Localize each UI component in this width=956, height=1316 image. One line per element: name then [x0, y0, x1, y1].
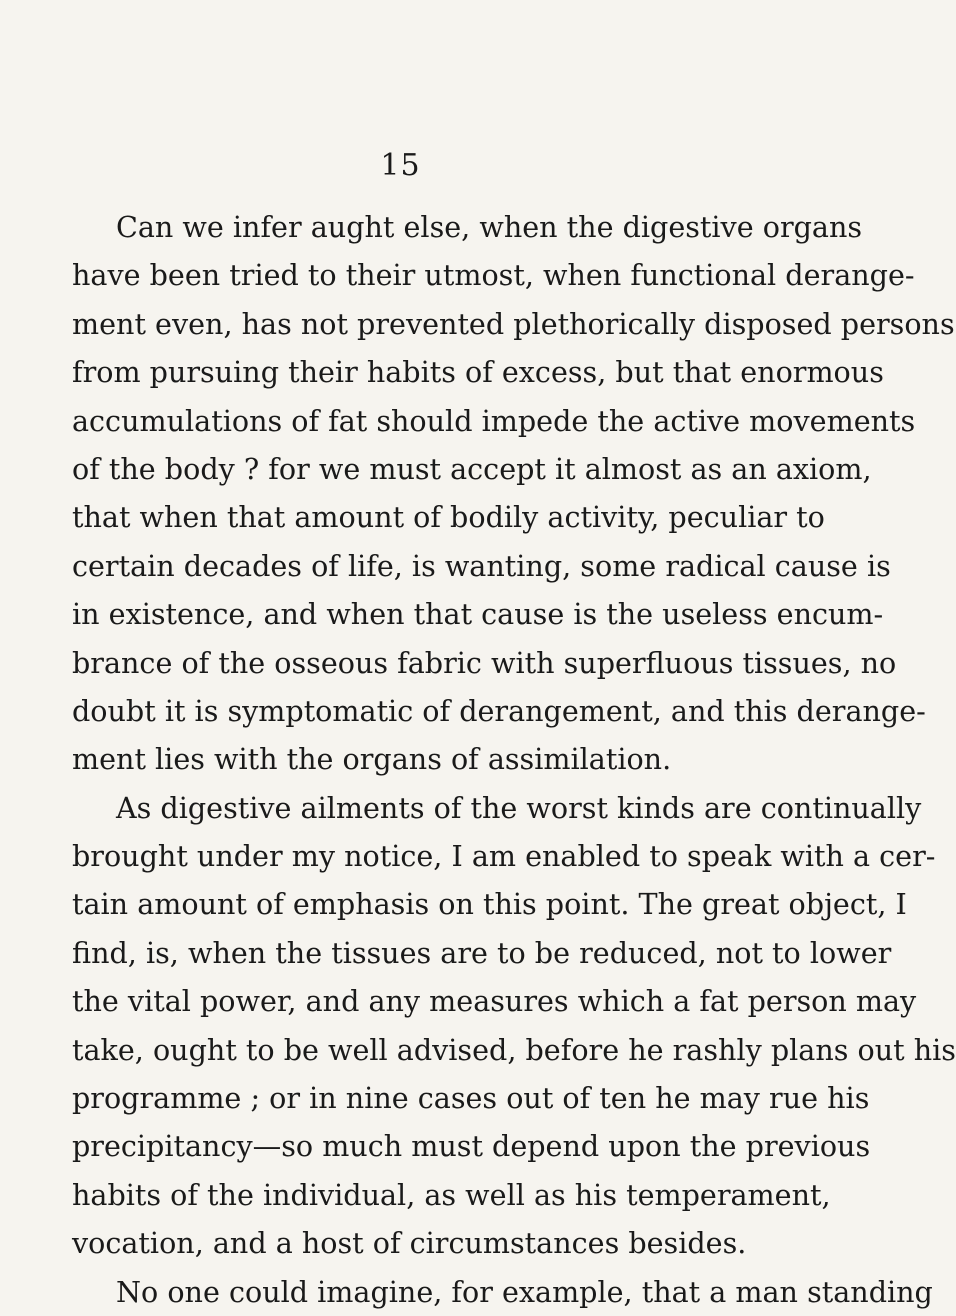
text-line: from pursuing their habits of excess, but that enormous: [72, 355, 884, 390]
text-line: doubt it is symptomatic of derangement, and this derange-: [72, 693, 926, 728]
text-line: tain amount of emphasis on this point. The great object, I: [72, 887, 907, 922]
text-line: No one could imagine, for example, that a man standing: [116, 1274, 933, 1309]
text-line: of the body ? for we must accept it almost as an axiom,: [72, 451, 872, 486]
text-line: have been tried to their utmost, when functional derange-: [72, 258, 915, 293]
text-line: find, is, when the tissues are to be reduced, not to lower: [72, 935, 892, 970]
text-line: the vital power, and any measures which a fat person may: [72, 984, 917, 1019]
text-line: ment lies with the organs of assimilation.: [72, 742, 672, 777]
text-line: habits of the individual, as well as his temperament,: [72, 1177, 831, 1212]
text-line: that when that amount of bodily activity, peculiar to: [72, 500, 825, 535]
text-line: vocation, and a host of circumstances besides.: [72, 1226, 747, 1261]
text-line: brance of the osseous fabric with superfluous tissues, no: [72, 645, 897, 680]
text-line: accumulations of fat should impede the active movements: [72, 403, 916, 438]
text-line: precipitancy—so much must depend upon the previous: [72, 1129, 871, 1164]
text-line: brought under my notice, I am enabled to speak with a cer-: [72, 839, 936, 874]
text-line: As digestive ailments of the worst kinds are continually: [116, 790, 922, 825]
text-line: programme ; or in nine cases out of ten he may rue his: [72, 1081, 870, 1116]
body-text: [72, 203, 956, 1316]
text-line: ment even, has not prevented plethorically disposed persons: [72, 306, 955, 341]
text-line: take, ought to be well advised, before he rashly plans out his: [72, 1032, 956, 1067]
page-number: 15: [380, 148, 421, 183]
text-line: certain decades of life, is wanting, some radical cause is: [72, 548, 891, 583]
text-line: in existence, and when that cause is the useless encum-: [72, 597, 884, 632]
text-line: Can we infer aught else, when the digestive organs: [116, 210, 863, 244]
